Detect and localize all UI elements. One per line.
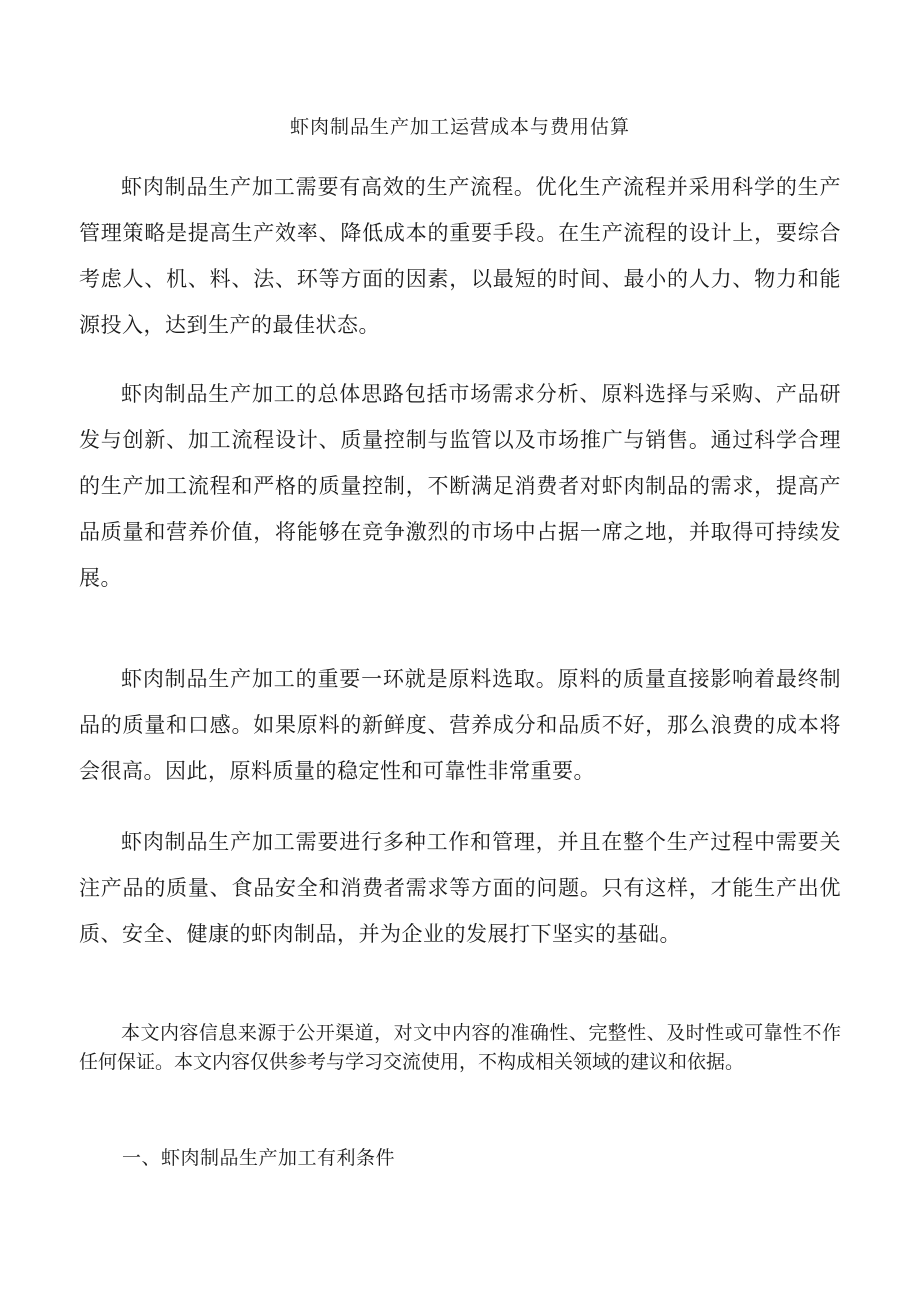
body-paragraph-1: 虾肉制品生产加工需要有高效的生产流程。优化生产流程并采用科学的生产管理策略是提高生产效率、降低成本的重要手段。在生产流程的设计上，要综合考虑人、机、料、法、环等方面的因素，以最短的时间、最小的人力、物力和能源投入，达到生产的最佳状态。 [79,175,841,337]
body-paragraph-3: 虾肉制品生产加工的重要一环就是原料选取。原料的质量直接影响着最终制品的质量和口感。如果原料的新鲜度、营养成分和品质不好，那么浪费的成本将会很高。因此，原料质量的稳定性和可靠性非常重要。 [79,667,841,783]
document-title: 虾肉制品生产加工运营成本与费用估算 [289,116,630,138]
section-heading: 一、虾肉制品生产加工有利条件 [122,1147,396,1169]
disclaimer-paragraph: 本文内容信息来源于公开渠道，对文中内容的准确性、完整性、及时性或可靠性不作任何保证。本文内容仅供参考与学习交流使用，不构成相关领域的建议和依据。 [79,1022,841,1073]
body-paragraph-2: 虾肉制品生产加工的总体思路包括市场需求分析、原料选择与采购、产品研发与创新、加工流程设计、质量控制与监管以及市场推广与销售。通过科学合理的生产加工流程和严格的质量控制，不断满足消费者对虾肉制品的需求，提高产品质量和营养价值，将能够在竞争激烈的市场中占据一席之地，并取得可持续发展。 [79,382,841,590]
body-paragraph-4: 虾肉制品生产加工需要进行多种工作和管理，并且在整个生产过程中需要关注产品的质量、食品安全和消费者需求等方面的问题。只有这样，才能生产出优质、安全、健康的虾肉制品，并为企业的发展打下坚实的基础。 [79,830,841,946]
